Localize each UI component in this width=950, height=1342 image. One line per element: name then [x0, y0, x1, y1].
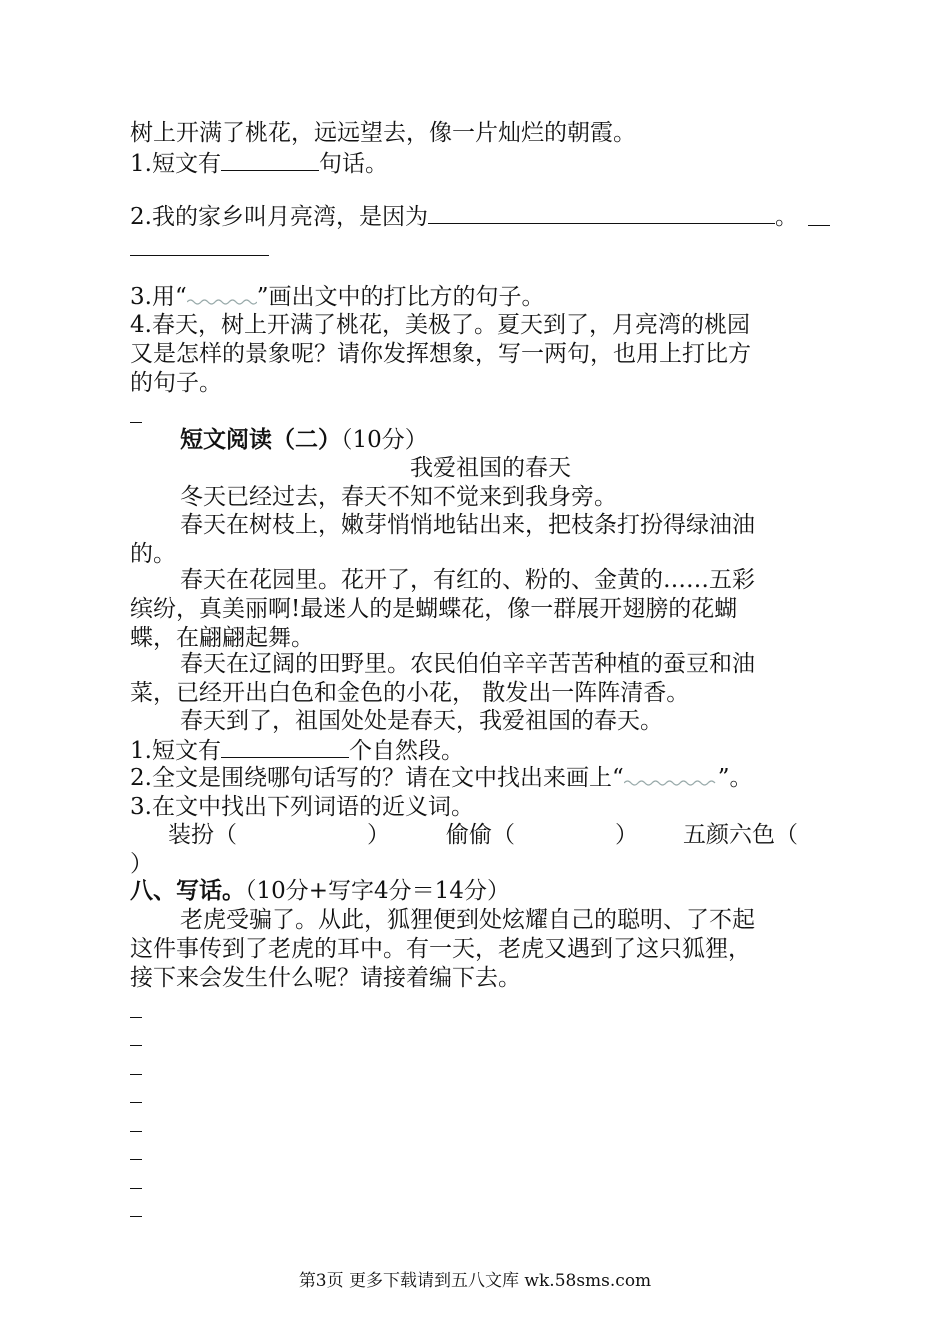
writing-prompt-line-2: 这件事传到了老虎的耳中。有一天，老虎又遇到了这只狐狸，	[130, 936, 751, 962]
paragraph-5: 春天到了，祖国处处是春天，我爱祖国的春天。	[180, 708, 663, 734]
reading-question-1: 1.短文有 个自然段。	[130, 735, 464, 766]
synonym-toutou: 偷偷（ ）	[446, 822, 638, 848]
writing-prompt-line-3: 接下来会发生什么呢？请接着编下去。	[130, 965, 521, 991]
writing-line[interactable]	[130, 1045, 142, 1046]
paragraph-1: 冬天已经过去，春天不知不觉来到我身旁。	[180, 484, 617, 510]
passage-last-line: 树上开满了桃花，远远望去，像一片灿烂的朝霞。	[130, 120, 636, 146]
section-reading-2-heading: 短文阅读（二）（10分）	[180, 426, 428, 453]
writing-line[interactable]	[130, 1017, 142, 1018]
paragraph-3-line-1: 春天在花园里。花开了，有红的、粉的、金黄的……五彩	[180, 567, 755, 593]
answer-blank[interactable]	[221, 148, 319, 171]
synonym-wuyanliuse-close: ）	[130, 851, 153, 877]
paragraph-3-line-2: 缤纷，真美丽啊!最迷人的是蝴蝶花，像一群展开翅膀的花蝴	[130, 596, 738, 622]
answer-line[interactable]	[130, 422, 142, 423]
answer-line-continued[interactable]	[130, 255, 269, 256]
reading-question-2: 2.全文是围绕哪句话写的？请在文中找出来画上“ ”。	[130, 765, 753, 791]
question-4-line-2: 又是怎样的景象呢？请你发挥想象，写一两句，也用上打比方	[130, 341, 751, 367]
answer-blank[interactable]	[221, 735, 349, 758]
paragraph-3-line-3: 蝶，在翩翩起舞。	[130, 625, 314, 651]
passage-title: 我爱祖国的春天	[410, 455, 571, 481]
synonym-wuyanliuse: 五颜六色（	[683, 822, 798, 848]
writing-line[interactable]	[130, 1074, 142, 1075]
question-4-line-1: 4.春天，树上开满了桃花，美极了。夏天到了，月亮湾的桃园	[130, 312, 750, 338]
reading-question-3: 3.在文中找出下列词语的近义词。	[130, 794, 474, 820]
section-8-heading: 八、写话。（10分+写字4分＝14分）	[130, 877, 510, 904]
answer-blank[interactable]	[428, 201, 775, 224]
question-4-line-3: 的句子。	[130, 370, 222, 396]
synonym-zhuangban: 装扮（ ）	[168, 822, 390, 848]
writing-line[interactable]	[130, 1102, 142, 1103]
writing-line[interactable]	[130, 1131, 142, 1132]
writing-prompt-line-1: 老虎受骗了。从此，狐狸便到处炫耀自己的聪明、了不起	[180, 907, 755, 933]
writing-line[interactable]	[130, 1188, 142, 1189]
writing-line[interactable]	[130, 1216, 142, 1217]
writing-line[interactable]	[130, 1159, 142, 1160]
paragraph-2-line-2: 的。	[130, 541, 176, 567]
wavy-line-icon	[187, 282, 257, 304]
paragraph-2-line-1: 春天在树枝上，嫩芽悄悄地钻出来，把枝条打扮得绿油油	[180, 512, 755, 538]
question-2-reason: 2.我的家乡叫月亮湾，是因为 。	[130, 201, 798, 232]
page-footer: 第3页 更多下载请到五八文库 wk.58sms.com	[298, 1271, 652, 1291]
question-1-sentence-count: 1.短文有 句话。	[130, 148, 388, 179]
paragraph-4-line-1: 春天在辽阔的田野里。农民伯伯辛辛苦苦种植的蚕豆和油	[180, 651, 755, 677]
answer-line-end	[808, 225, 830, 226]
paragraph-4-line-2: 菜，已经开出白色和金色的小花， 散发出一阵阵清香。	[130, 680, 690, 706]
question-3-wavy-line: 3.用“ ”画出文中的打比方的句子。	[130, 284, 545, 310]
wavy-line-icon	[624, 763, 718, 785]
